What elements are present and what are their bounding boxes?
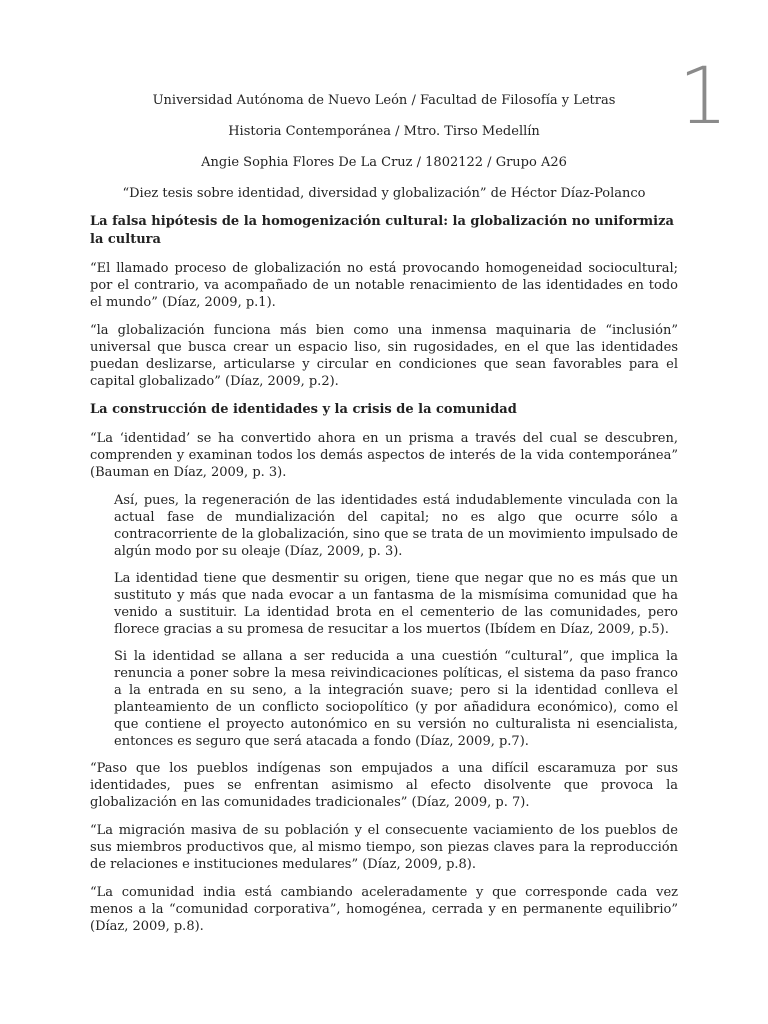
- header-course: Historia Contemporánea / Mtro. Tirso Medellín: [228, 124, 540, 139]
- quote-paragraph: “Paso que los pueblos indígenas son empujados a una difícil escaramuza por sus identidades, pues se enfrentan asimismo al efecto disolvente que provoca la globalización en las comunidades tradicionales” (Díaz, 2009, p. 7).: [90, 761, 678, 810]
- section-heading: La falsa hipótesis de la homogenización cultural: la globalización no uniformiza la cultura: [90, 214, 674, 247]
- block-quote: Así, pues, la regeneración de las identidades está indudablemente vinculada con la actual fase de mundialización del capital; no es algo que ocurre sólo a contracorriente de la globalización, sino que se trata de un movimiento impulsado de algún modo por su oleaje (Díaz, 2009, p. 3).: [114, 493, 678, 559]
- quote-paragraph: “La migración masiva de su población y el consecuente vaciamiento de los pueblos de sus miembros productivos que, al mismo tiempo, son piezas claves para la reproducción de relaciones e instituciones medulares” (Díaz, 2009, p.8).: [90, 823, 678, 872]
- header-institution: Universidad Autónoma de Nuevo León / Facultad de Filosofía y Letras: [152, 93, 616, 108]
- quote-paragraph: “la globalización funciona más bien como una inmensa maquinaria de “inclusión” universal que busca crear un espacio liso, sin rugosidades, en el que las identidades puedan deslizarse, articularse y circular en condiciones que sean favorables para el capital globalizado” (Díaz, 2009, p.2).: [90, 323, 678, 389]
- document-body: [90, 92, 678, 946]
- quote-paragraph: “La ‘identidad’ se ha convertido ahora en un prisma a través del cual se descubren, comprenden y examinan todos los demás aspectos de interés de la vida contemporánea” (Bauman en Díaz, 2009, p. 3).: [90, 431, 678, 480]
- block-quote: Si la identidad se allana a ser reducida a una cuestión “cultural”, que implica la renuncia a poner sobre la mesa reivindicaciones políticas, el sistema da paso franco a la entrada en su seno, a la integración suave; pero si la identidad conlleva el planteamiento de un conflicto sociopolítico (y por añadidura económico), como el que contiene el proyecto autonómico en su versión no culturalista ni esencialista, entonces es seguro que será atacada a fondo (Díaz, 2009, p.7).: [114, 649, 678, 749]
- page-number: 1: [678, 52, 728, 142]
- quote-paragraph: “La comunidad india está cambiando aceleradamente y que corresponde cada vez menos a la “comunidad corporativa”, homogénea, cerrada y en permanente equilibrio” (Díaz, 2009, p.8).: [90, 885, 678, 934]
- section-heading: La construcción de identidades y la crisis de la comunidad: [90, 402, 517, 417]
- block-quote: La identidad tiene que desmentir su origen, tiene que negar que no es más que un sustituto y más que nada evocar a un fantasma de la mismísima comunidad que ha venido a sustituir. La identidad brota en el cementerio de las comunidades, pero florece gracias a su promesa de resucitar a los muertos (Ibídem en Díaz, 2009, p.5).: [114, 571, 678, 637]
- header-student: Angie Sophia Flores De La Cruz / 1802122 / Grupo A26: [201, 155, 567, 170]
- header-work-title: “Diez tesis sobre identidad, diversidad y globalización” de Héctor Díaz-Polanco: [122, 186, 646, 201]
- quote-paragraph: “El llamado proceso de globalización no está provocando homogeneidad sociocultural; por el contrario, va acompañado de un notable renacimiento de las identidades en todo el mundo” (Díaz, 2009, p.1).: [90, 261, 678, 310]
